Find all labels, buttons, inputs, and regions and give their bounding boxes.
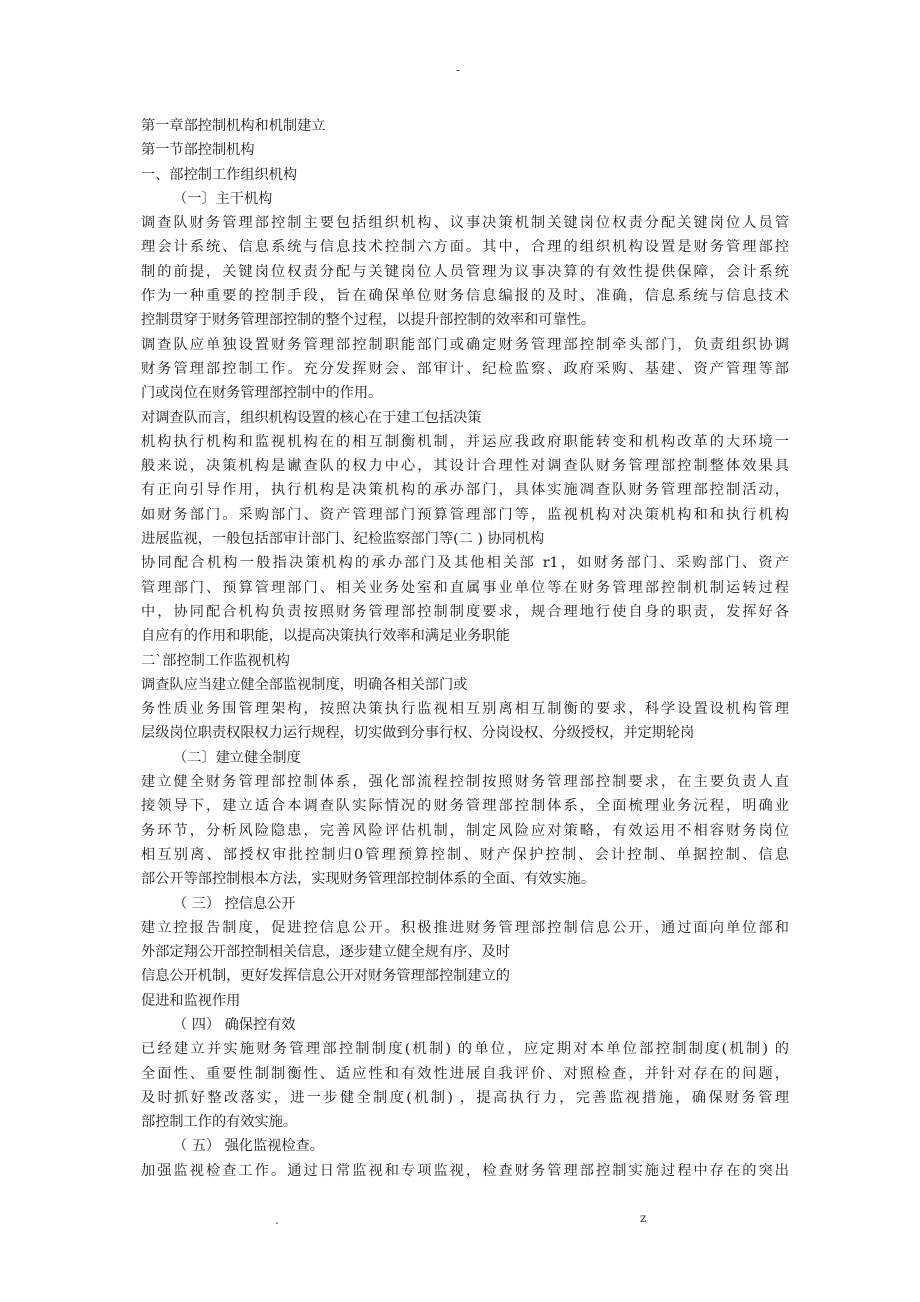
- text-line: 般来说，决策机构是谳查队的权力中心，其设计合理性对调查队财务管理部控制整体效果具: [141, 458, 789, 475]
- text-line: 财务管理部控制工作。充分发挥财会、部审计、纪检监察、政府采购、基建、资产管理等部: [141, 360, 789, 377]
- text-line: 全面性、重要性制制衡性、适应性和有效性进展自我评价、对照检查，并针对存在的问题，: [141, 1065, 789, 1082]
- text-line: 制的前提，关键岗位权责分配与关键岗位人员管理为议事决算的有效性提供保障，会计系统: [141, 263, 789, 280]
- text-line: 建立健全财务管理部控制体系，强化部流程控制按照财务管理部控制要求，在主要负责人直: [141, 774, 789, 791]
- footer-right-mark: z: [640, 1211, 647, 1225]
- text-line: 机构执行机构和监视机构在的相互制衡机制，并运应我政府职能转变和机构改革的大环境一: [141, 433, 789, 450]
- text-line: 部控制工作的有效实施。: [141, 1114, 298, 1131]
- header-mark: -: [456, 63, 461, 77]
- heading-2: 二`部控制工作监视机构: [141, 652, 290, 669]
- text-line: 进展监视，一般包括部审计部门、纪检监察部门等(二 ) 协同机构: [141, 531, 545, 548]
- text-line: 及时抓好整改落实，进一步健全制度(机制) ，提高执行力，完善监视措施，确保财务管理: [141, 1089, 789, 1106]
- text-line: 部公开等部控制根本方法，实现财务管理部控制体系的全面、有效实施。: [141, 871, 596, 888]
- text-line: 务环节，分析风险隐患，完善风险评估机制，制定风险应对策略，有效运用不相容财务岗位: [141, 822, 789, 839]
- subheading: （ 三） 控信息公开: [173, 895, 296, 912]
- section-title: 第一节部控制机构: [141, 142, 255, 159]
- chapter-title: 第一章部控制机构和机制建立: [141, 118, 326, 134]
- text-line: 建立控报告制度，促进控信息公开。积极推进财务管理部控制信息公开，通过面向单位部和: [141, 919, 789, 936]
- text-line: 加强监视检查工作。通过日常监视和专项监视，检查财务管理部控制实施过程中存在的突出: [141, 1162, 789, 1179]
- text-line: 协同配合机构一般指决策机构的承办部门及其他相关部 r1，如财务部门、采购部门、资产: [141, 555, 789, 572]
- text-line: 对调查队而言，组织机构设置的核心在于建工包括决策: [141, 409, 482, 426]
- text-line: 调查队应单独设置财务管理部控制职能部门或确定财务管理部控制牵头部门，负责组织协调: [141, 336, 789, 353]
- text-line: 接领导下，建立适合本调查队实际情况的财务管理部控制体系，全面梳理业务沅程，明确业: [141, 798, 789, 815]
- text-line: 自应有的作用和职能，以提高决策执行效率和满足业务职能: [141, 628, 510, 645]
- text-line: 管理部门、预算管理部门、相关业务处室和直属事业单位等在财务管理部控制机制运转过程: [141, 579, 789, 596]
- text-line: 有正向引导作用，执行机构是决策机构的承办部门，具体实施凋查队财务管理部控制活动，: [141, 482, 789, 499]
- subheading: （一〕主干机构: [173, 190, 273, 207]
- heading-1: 一、部控制工作组织机构: [141, 166, 298, 183]
- text-line: 外部定翔公开部控制相关信息，逐步建立健全规有序、及时: [141, 944, 510, 961]
- text-line: 调查队财务管理部控制主要包括组织机构、议事决策机制关键岗位权责分配关键岗位人员管: [141, 215, 789, 232]
- text-line: 务性质业务围管理架构，按照决策执行监视相互别离相互制衡的要求，科学设置设机构管理: [141, 701, 789, 718]
- text-line: 作为一种重要的控制手段，旨在确保单位财务信息编报的及时、准确，信息系统与信息技术: [141, 288, 789, 305]
- text-line: 理会计系统、信息系统与信息技术控制六方面。其中，合理的组织机构设置是财务管理部控: [141, 239, 789, 256]
- text-line: 门或岗位在财务管理部控制中的作用。: [141, 385, 383, 402]
- text-line: 调查队应当建立健全部监视制度，明确各相关部门或: [141, 676, 468, 693]
- text-line: 层级岗位职责权限权力运行规程，切实做到分事行权、分岗设权、分级授权，并定期轮岗: [141, 725, 695, 742]
- subheading: （ 四） 确保控有效: [173, 1016, 296, 1033]
- footer-left-mark: .: [275, 1213, 279, 1227]
- text-line: 促进和监视作用: [141, 992, 241, 1009]
- text-line: 控制贯穿于财务管理部控制的整个过程，以提升部控制的效率和可靠性。: [141, 312, 596, 329]
- text-line: 已经建立并实施财务管理部控制制度(机制) 的单位，应定期对本单位部控制制度(机制) 的: [141, 1041, 789, 1058]
- subheading: （ 五） 强化监视检查。: [173, 1138, 324, 1155]
- text-line: 中，协同配合机构负责按照财务管理部控制制度要求，规合理地行使自身的职责，发挥好各: [141, 603, 789, 620]
- document-body: [141, 114, 789, 1183]
- text-line: 信息公开机制，更好发挥信息公开对财务管理部控制建立的: [141, 968, 510, 985]
- text-line: 如财务部门。采购部门、资产管理部门预算管理部门等，监视机构对决策机构和和执行机构: [141, 506, 789, 523]
- text-line: 相互别离、部授权审批控制归0管理预算控制、财产保护控制、会计控制、单据控制、信息: [141, 846, 789, 863]
- subheading: （二〕建立健全制度: [173, 749, 301, 766]
